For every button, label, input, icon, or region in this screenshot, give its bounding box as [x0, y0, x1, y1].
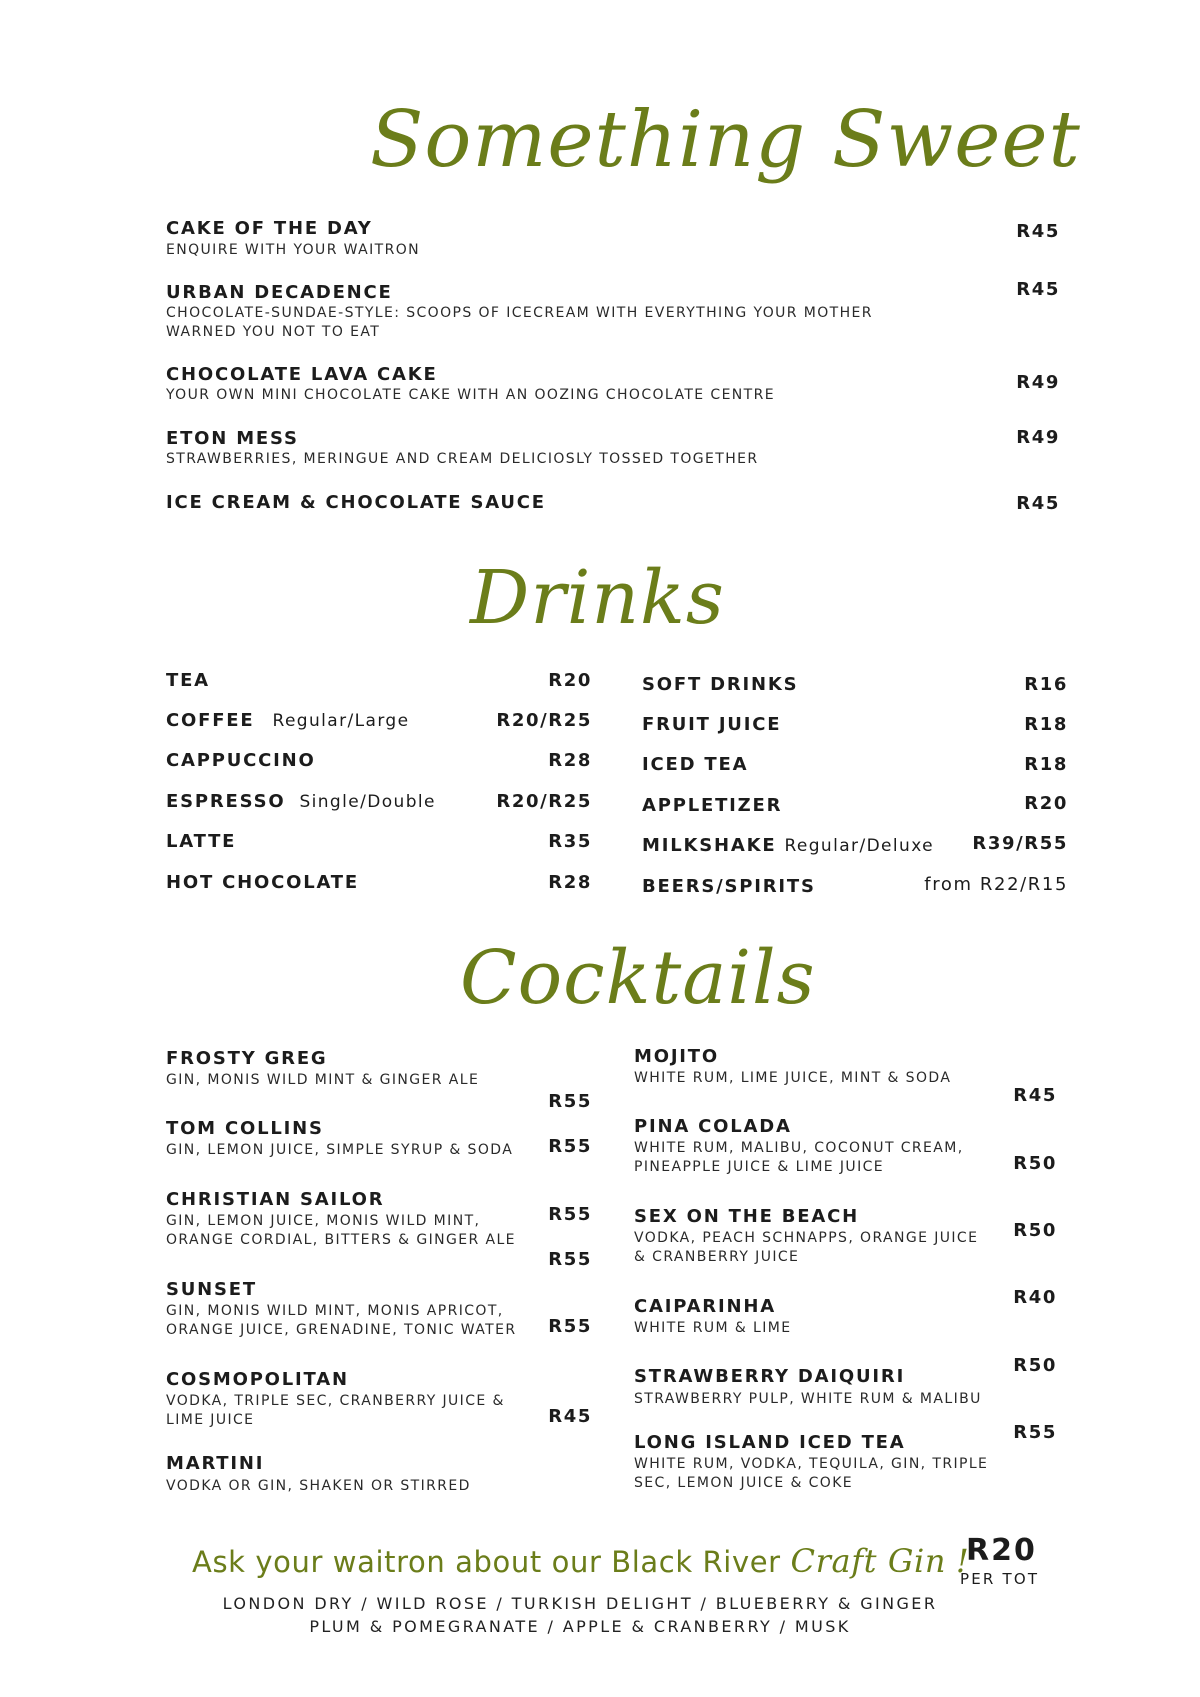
cocktail-name: MARTINI	[166, 1453, 265, 1474]
section-title-cocktails: Cocktails	[460, 935, 816, 1021]
drink-price: R28	[548, 872, 592, 893]
cocktail-desc: WHITE RUM, MALIBU, COCONUT CREAM,	[634, 1140, 964, 1156]
cocktail-desc-line2: ORANGE JUICE, GRENADINE, TONIC WATER	[166, 1322, 517, 1338]
drink-variant: Single/Double	[299, 792, 436, 812]
gin-promo	[192, 1542, 969, 1580]
cocktail-price: R55	[1013, 1422, 1057, 1443]
drink-name	[642, 835, 934, 856]
drink-name: HOT CHOCOLATE	[166, 872, 359, 893]
drink-name: LATTE	[166, 831, 237, 852]
cocktail-desc: WHITE RUM, VODKA, TEQUILA, GIN, TRIPLE	[634, 1456, 989, 1472]
cocktail-desc: GIN, LEMON JUICE, MONIS WILD MINT,	[166, 1213, 481, 1229]
cocktail-name: FROSTY GREG	[166, 1048, 328, 1069]
item-price: R45	[1016, 493, 1060, 514]
drink-price: R39/R55	[972, 833, 1068, 854]
cocktail-desc: WHITE RUM, LIME JUICE, MINT & SODA	[634, 1070, 952, 1086]
cocktail-desc: VODKA, TRIPLE SEC, CRANBERRY JUICE &	[166, 1393, 505, 1409]
cocktail-desc-line2: PINEAPPLE JUICE & LIME JUICE	[634, 1159, 885, 1175]
section-title-something-sweet: Something Sweet	[370, 95, 1081, 185]
cocktail-desc: VODKA OR GIN, SHAKEN OR STIRRED	[166, 1478, 471, 1494]
gin-promo-exclaim: !	[955, 1542, 970, 1580]
drink-name: BEERS/SPIRITS	[642, 876, 816, 897]
drink-name-text: MILKSHAKE	[642, 835, 777, 856]
drink-name: CAPPUCCINO	[166, 750, 316, 771]
item-desc: YOUR OWN MINI CHOCOLATE CAKE WITH AN OOZING CHOCOLATE CENTRE	[166, 387, 776, 403]
drink-name: ICED TEA	[642, 754, 749, 775]
cocktail-name: SEX ON THE BEACH	[634, 1206, 859, 1227]
drink-name-text: COFFEE	[166, 710, 255, 731]
drink-price: R18	[1024, 714, 1068, 735]
gin-price-unit: PER TOT	[960, 1570, 1040, 1588]
cocktail-price: R45	[548, 1406, 592, 1427]
gin-flavours-line1: LONDON DRY / WILD ROSE / TURKISH DELIGHT / BLUEBERRY & GINGER	[222, 1594, 938, 1613]
cocktail-price: R45	[1013, 1085, 1057, 1106]
cocktail-name: MOJITO	[634, 1046, 719, 1067]
cocktail-price: R50	[1013, 1355, 1057, 1376]
drink-price: R28	[548, 750, 592, 771]
item-name: CAKE OF THE DAY	[166, 218, 373, 239]
drink-price: R20	[548, 670, 592, 691]
item-desc: CHOCOLATE-SUNDAE-STYLE: SCOOPS OF ICECREAM WITH EVERYTHING YOUR MOTHER	[166, 305, 873, 321]
item-name: CHOCOLATE LAVA CAKE	[166, 364, 438, 385]
cocktail-desc: WHITE RUM & LIME	[634, 1320, 792, 1336]
cocktail-desc-line2: ORANGE CORDIAL, BITTERS & GINGER ALE	[166, 1232, 516, 1248]
cocktail-desc-line2: & CRANBERRY JUICE	[634, 1249, 800, 1265]
cocktail-price: R55	[548, 1204, 592, 1225]
drink-name	[166, 791, 436, 812]
gin-promo-script: Craft Gin	[790, 1542, 947, 1580]
drink-price: R35	[548, 831, 592, 852]
cocktail-name: TOM COLLINS	[166, 1118, 324, 1139]
cocktail-price: R55	[548, 1136, 592, 1157]
drink-name: FRUIT JUICE	[642, 714, 782, 735]
cocktail-name: PINA COLADA	[634, 1116, 792, 1137]
item-name: URBAN DECADENCE	[166, 282, 393, 303]
cocktail-name: LONG ISLAND ICED TEA	[634, 1432, 906, 1453]
cocktail-name: CHRISTIAN SAILOR	[166, 1189, 385, 1210]
drink-price: R16	[1024, 674, 1068, 695]
section-title-drinks: Drinks	[470, 555, 725, 641]
cocktail-name: SUNSET	[166, 1279, 257, 1300]
drink-price: R18	[1024, 754, 1068, 775]
drink-price: R20/R25	[496, 710, 592, 731]
gin-flavours-line2: PLUM & POMEGRANATE / APPLE & CRANBERRY / MUSK	[309, 1617, 851, 1636]
cocktail-name: COSMOPOLITAN	[166, 1369, 349, 1390]
gin-promo-text: Ask your waitron about our Black River	[192, 1545, 781, 1579]
gin-price: R20	[966, 1533, 1037, 1568]
cocktail-price: R55	[548, 1091, 592, 1112]
cocktail-price: R50	[1013, 1153, 1057, 1174]
cocktail-price: R55	[548, 1249, 592, 1270]
cocktail-price: R40	[1013, 1287, 1057, 1308]
cocktail-desc: GIN, MONIS WILD MINT, MONIS APRICOT,	[166, 1303, 504, 1319]
item-price: R49	[1016, 372, 1060, 393]
item-desc: ENQUIRE WITH YOUR WAITRON	[166, 242, 421, 258]
drink-price: R20	[1024, 793, 1068, 814]
item-name: ETON MESS	[166, 428, 299, 449]
item-price: R45	[1016, 279, 1060, 300]
item-desc-line2: WARNED YOU NOT TO EAT	[166, 324, 381, 340]
drink-name	[166, 710, 409, 731]
item-desc: STRAWBERRIES, MERINGUE AND CREAM DELICIOSLY TOSSED TOGETHER	[166, 451, 759, 467]
drink-variant: Regular/Deluxe	[784, 836, 935, 856]
item-name: ICE CREAM & CHOCOLATE SAUCE	[166, 492, 546, 513]
cocktail-desc-line2: SEC, LEMON JUICE & COKE	[634, 1475, 854, 1491]
drink-variant: Regular/Large	[272, 711, 410, 731]
drink-name: APPLETIZER	[642, 795, 783, 816]
cocktail-desc-line2: LIME JUICE	[166, 1412, 255, 1428]
cocktail-desc: STRAWBERRY PULP, WHITE RUM & MALIBU	[634, 1391, 982, 1407]
cocktail-price: R55	[548, 1316, 592, 1337]
cocktail-name: CAIPARINHA	[634, 1296, 776, 1317]
cocktail-desc: GIN, MONIS WILD MINT & GINGER ALE	[166, 1072, 480, 1088]
drink-price: R20/R25	[496, 791, 592, 812]
drink-price: from R22/R15	[924, 874, 1068, 895]
item-price: R45	[1016, 221, 1060, 242]
item-price: R49	[1016, 427, 1060, 448]
cocktail-name: STRAWBERRY DAIQUIRI	[634, 1366, 906, 1387]
cocktail-desc: VODKA, PEACH SCHNAPPS, ORANGE JUICE	[634, 1230, 979, 1246]
drink-name: TEA	[166, 670, 210, 691]
drink-name: SOFT DRINKS	[642, 674, 799, 695]
cocktail-price: R50	[1013, 1220, 1057, 1241]
drink-name-text: ESPRESSO	[166, 791, 286, 812]
cocktail-desc: GIN, LEMON JUICE, SIMPLE SYRUP & SODA	[166, 1142, 514, 1158]
